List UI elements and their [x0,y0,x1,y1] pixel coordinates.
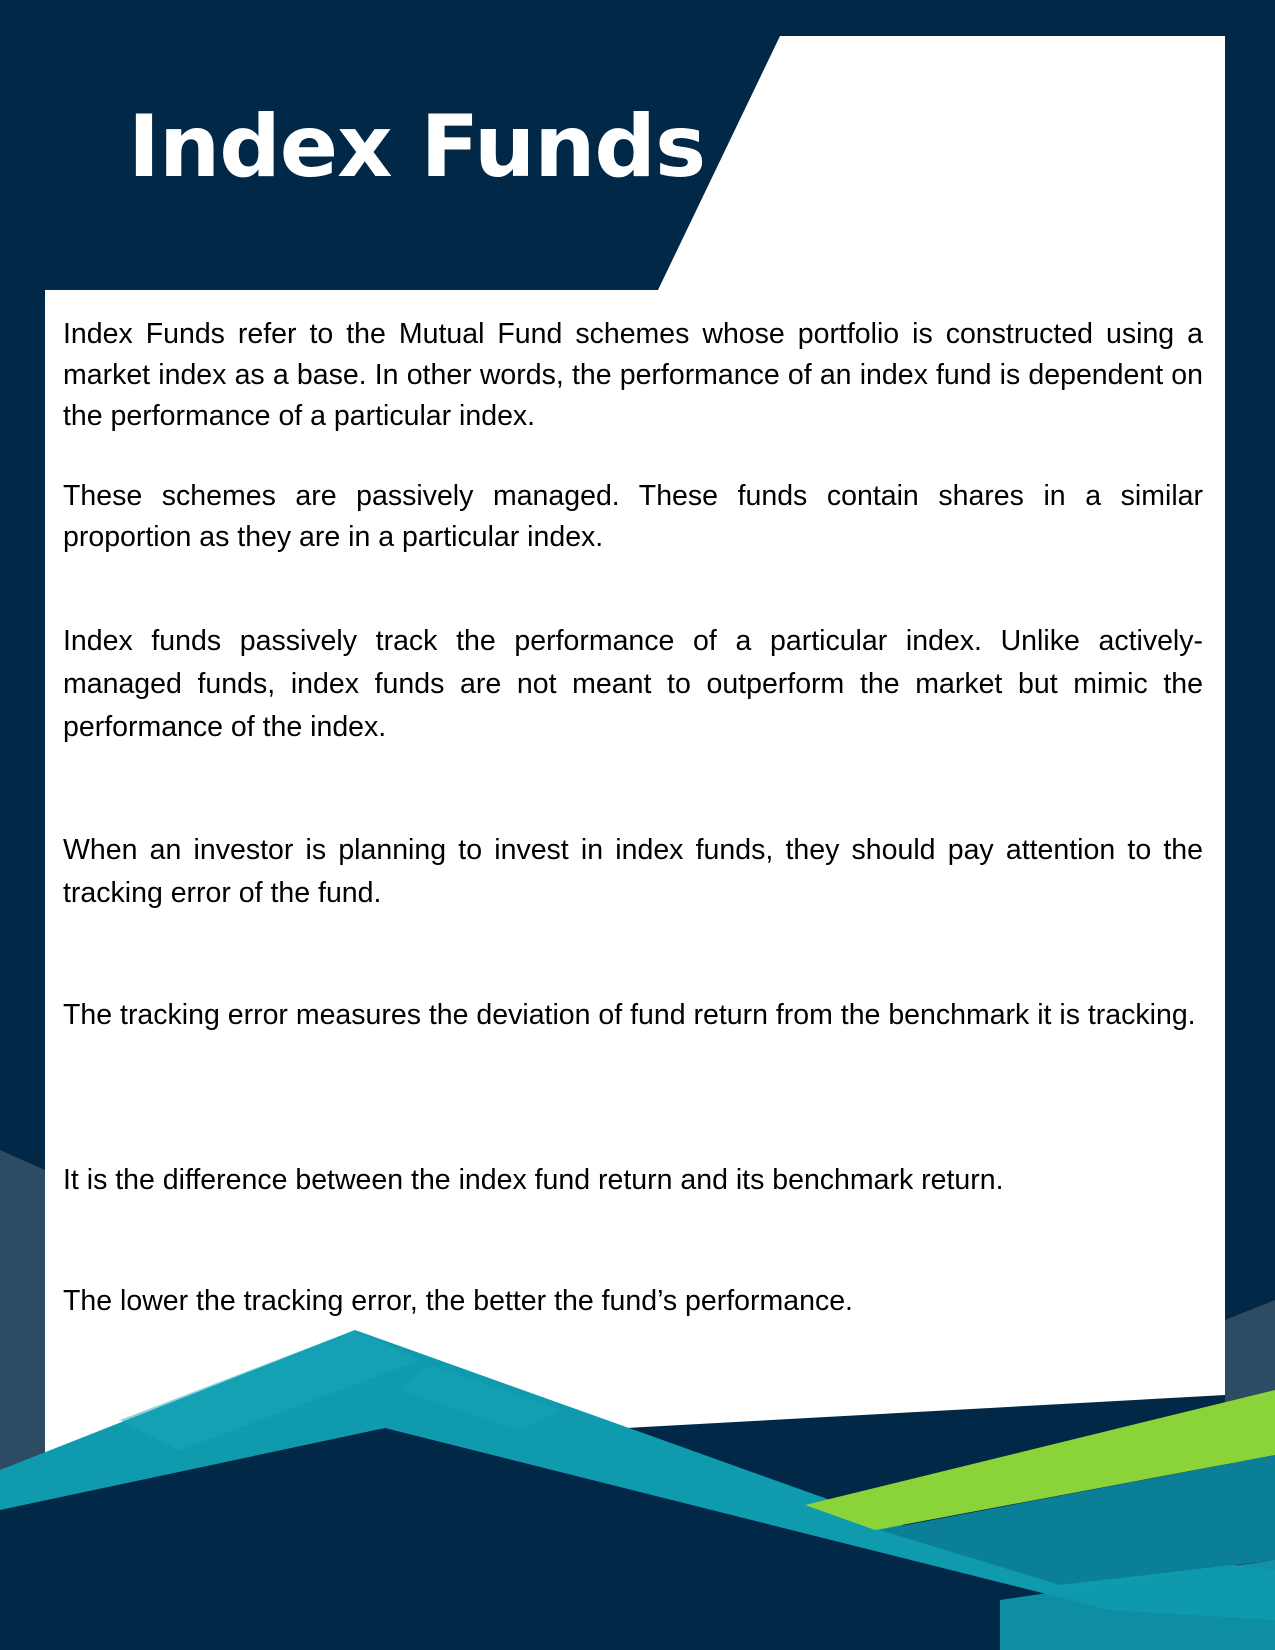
page-title: Index Funds [128,97,706,197]
paragraph-investor-attention: When an investor is planning to invest in index funds, they should pay attention to the tracking error of the fund. [63,834,1203,909]
paragraph-definition: Index Funds refer to the Mutual Fund schemes whose portfolio is constructed using a market index as a base. In other words, the performance of an index fund is dependent on the performance of a particular index. [63,318,1203,432]
paragraph-return-difference: It is the difference between the index fund return and its benchmark return. [63,1164,1004,1196]
paragraph-passive-management: These schemes are passively managed. These funds contain shares in a similar proportion as they are in a particular index. [63,480,1203,553]
paragraph-tracking-index: Index funds passively track the performance of a particular index. Unlike actively-managed funds, index funds are not meant to outperform the market but mimic the performance of the index. [63,625,1203,743]
paragraph-tracking-error-definition: The tracking error measures the deviation of fund return from the benchmark it is tracking. [63,999,1196,1031]
paragraph-lower-error-better: The lower the tracking error, the better the fund’s performance. [63,1285,853,1317]
